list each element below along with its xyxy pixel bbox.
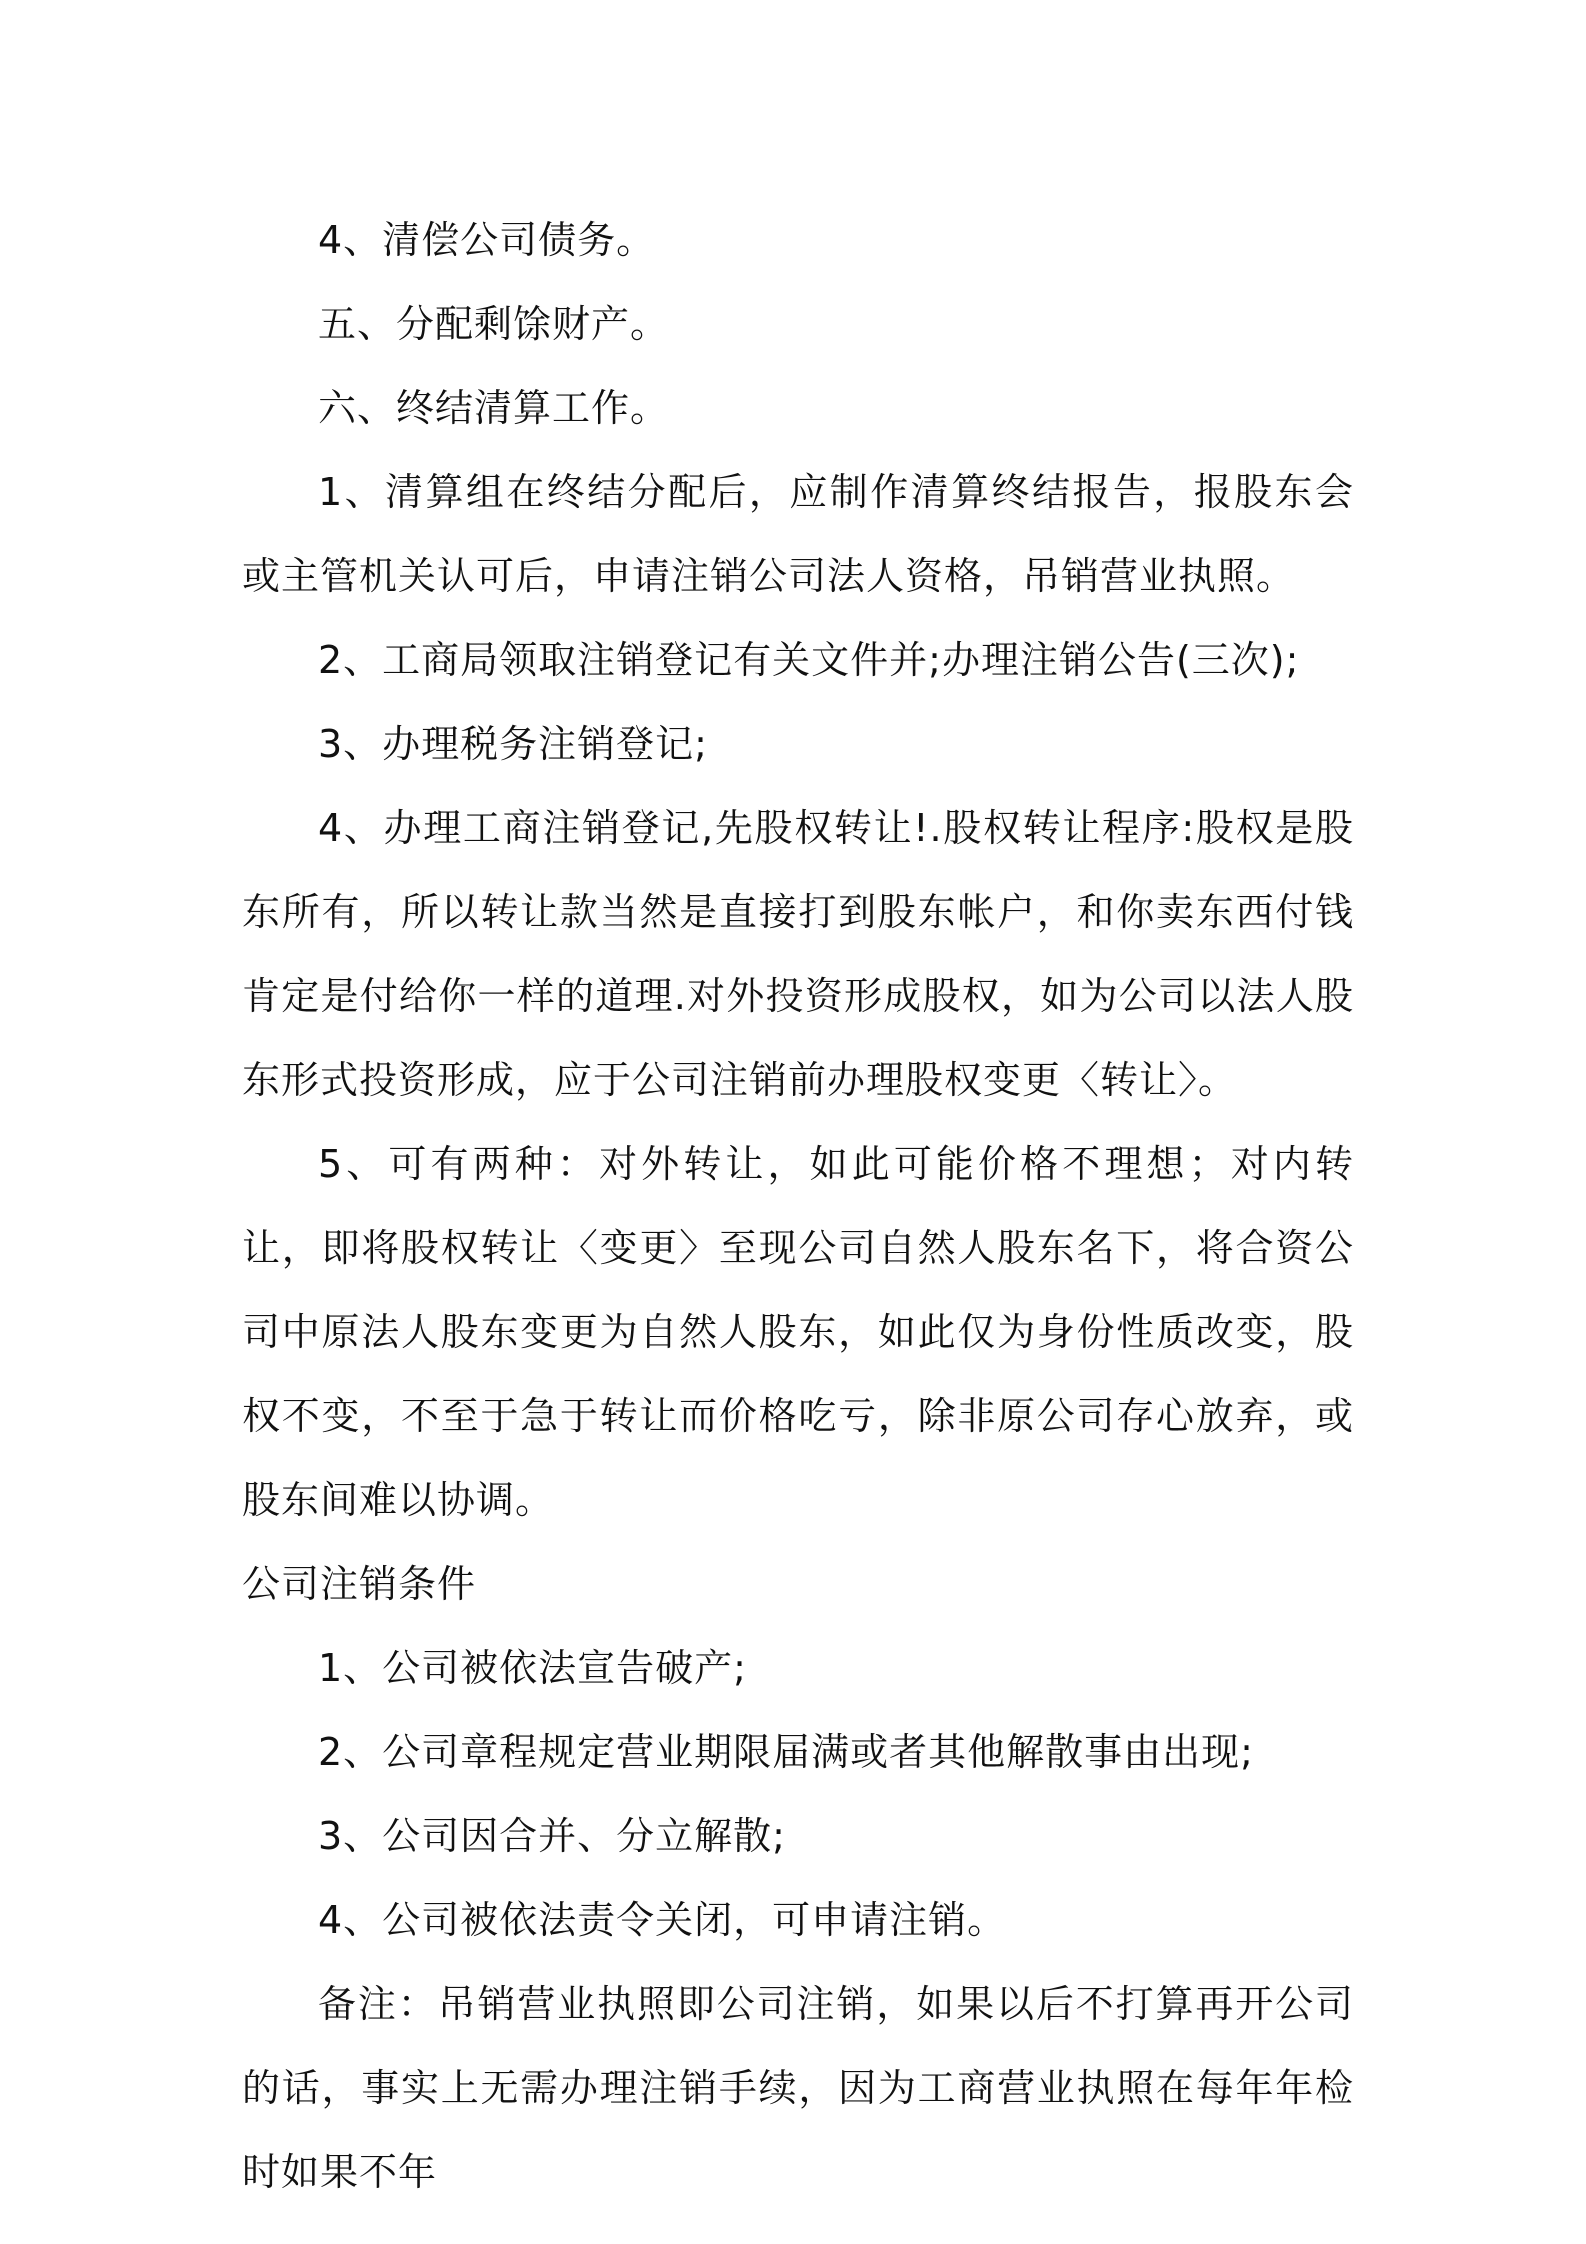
paragraph-distribute-property: 五、分配剩馀财产。	[318, 302, 670, 346]
paragraph-remark: 备注：吊销营业执照即公司注销，如果以后不打算再开公司的话，事实上无需办理注销手续，因为工商营业执照在每年年检时如果不年	[242, 1982, 1354, 2194]
paragraph-transfer-options: 5、可有两种：对外转让，如此可能价格不理想；对内转让，即将股权转让〈变更〉至现公司自然人股东名下，将合资公司中原法人股东变更为自然人股东，如此仅为身份性质改变，股权不变，不至于急于转让而价格吃亏，除非原公司存心放弃，或股东间难以协调。	[242, 1142, 1354, 1522]
section-heading: 公司注销条件	[242, 1562, 477, 1606]
paragraph-repay-debts: 4、清偿公司债务。	[318, 218, 656, 262]
paragraph-cancellation-notice: 2、工商局领取注销登记有关文件并;办理注销公告(三次);	[318, 638, 1300, 682]
condition-bankruptcy: 1、公司被依法宣告破产;	[318, 1646, 747, 1690]
condition-ordered-closure: 4、公司被依法责令关闭，可申请注销。	[318, 1898, 1007, 1942]
paragraph-tax-cancellation: 3、办理税务注销登记;	[318, 722, 708, 766]
paragraph-liquidation-report: 1、清算组在终结分配后，应制作清算终结报告，报股东会或主管机关认可后，申请注销公司法人资格，吊销营业执照。	[242, 470, 1354, 598]
condition-term-expiry: 2、公司章程规定营业期限届满或者其他解散事由出现;	[318, 1730, 1254, 1774]
condition-merger-split: 3、公司因合并、分立解散;	[318, 1814, 786, 1858]
paragraph-end-liquidation: 六、终结清算工作。	[318, 386, 670, 430]
document-body	[242, 198, 1354, 2214]
paragraph-equity-transfer: 4、办理工商注销登记,先股权转让!.股权转让程序:股权是股东所有，所以转让款当然是直接打到股东帐户，和你卖东西付钱肯定是付给你一样的道理.对外投资形成股权，如为公司以法人股东形式投资形成，应于公司注销前办理股权变更〈转让〉。	[242, 806, 1354, 1102]
